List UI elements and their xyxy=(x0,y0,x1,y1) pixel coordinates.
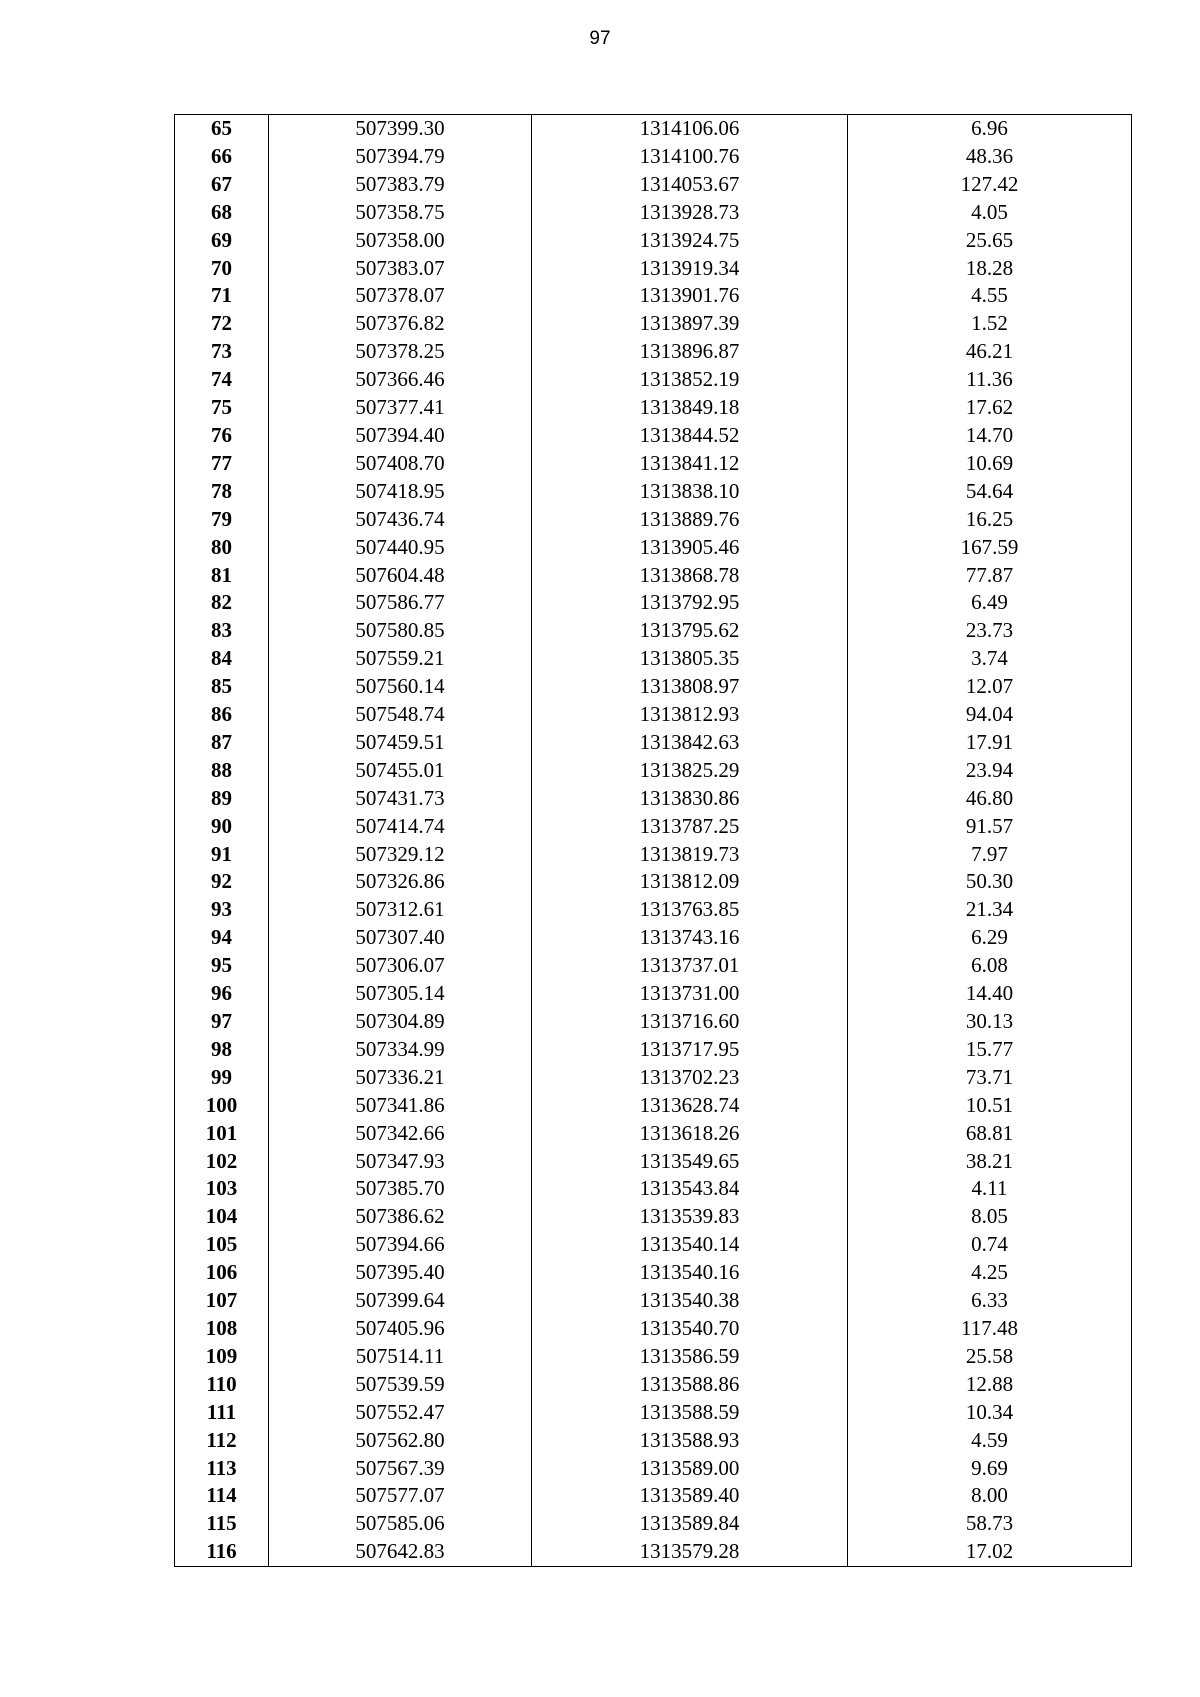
y-coordinate-cell: 1313540.16 xyxy=(532,1259,848,1287)
point-number-cell: 96 xyxy=(175,980,269,1008)
point-number-cell: 71 xyxy=(175,282,269,310)
point-number-cell: 81 xyxy=(175,562,269,590)
distance-cell: 4.55 xyxy=(848,282,1132,310)
point-number-cell: 108 xyxy=(175,1315,269,1343)
point-number-cell: 84 xyxy=(175,645,269,673)
table-row xyxy=(175,1371,1132,1399)
point-number-cell: 75 xyxy=(175,394,269,422)
x-coordinate-cell: 507312.61 xyxy=(269,896,532,924)
table-row xyxy=(175,1120,1132,1148)
point-number-cell: 70 xyxy=(175,255,269,283)
x-coordinate-cell: 507408.70 xyxy=(269,450,532,478)
distance-cell: 12.07 xyxy=(848,673,1132,701)
point-number-cell: 91 xyxy=(175,841,269,869)
table-row xyxy=(175,1510,1132,1538)
coordinates-table xyxy=(174,114,1132,1567)
table-row xyxy=(175,896,1132,924)
x-coordinate-cell: 507405.96 xyxy=(269,1315,532,1343)
x-coordinate-cell: 507394.40 xyxy=(269,422,532,450)
coordinates-table-body xyxy=(175,115,1132,1567)
table-row xyxy=(175,506,1132,534)
x-coordinate-cell: 507366.46 xyxy=(269,366,532,394)
y-coordinate-cell: 1313763.85 xyxy=(532,896,848,924)
table-row xyxy=(175,422,1132,450)
distance-cell: 3.74 xyxy=(848,645,1132,673)
x-coordinate-cell: 507560.14 xyxy=(269,673,532,701)
x-coordinate-cell: 507577.07 xyxy=(269,1482,532,1510)
distance-cell: 94.04 xyxy=(848,701,1132,729)
point-number-cell: 103 xyxy=(175,1175,269,1203)
x-coordinate-cell: 507559.21 xyxy=(269,645,532,673)
table-row xyxy=(175,1148,1132,1176)
table-row xyxy=(175,310,1132,338)
table-row xyxy=(175,282,1132,310)
table-row xyxy=(175,171,1132,199)
point-number-cell: 97 xyxy=(175,1008,269,1036)
distance-cell: 6.49 xyxy=(848,589,1132,617)
distance-cell: 91.57 xyxy=(848,813,1132,841)
distance-cell: 8.00 xyxy=(848,1482,1132,1510)
distance-cell: 0.74 xyxy=(848,1231,1132,1259)
x-coordinate-cell: 507580.85 xyxy=(269,617,532,645)
distance-cell: 15.77 xyxy=(848,1036,1132,1064)
table-row xyxy=(175,589,1132,617)
y-coordinate-cell: 1313901.76 xyxy=(532,282,848,310)
y-coordinate-cell: 1313928.73 xyxy=(532,199,848,227)
y-coordinate-cell: 1313849.18 xyxy=(532,394,848,422)
distance-cell: 11.36 xyxy=(848,366,1132,394)
point-number-cell: 113 xyxy=(175,1455,269,1483)
distance-cell: 68.81 xyxy=(848,1120,1132,1148)
point-number-cell: 107 xyxy=(175,1287,269,1315)
x-coordinate-cell: 507459.51 xyxy=(269,729,532,757)
point-number-cell: 76 xyxy=(175,422,269,450)
point-number-cell: 114 xyxy=(175,1482,269,1510)
table-row xyxy=(175,1231,1132,1259)
distance-cell: 25.58 xyxy=(848,1343,1132,1371)
x-coordinate-cell: 507383.07 xyxy=(269,255,532,283)
y-coordinate-cell: 1313919.34 xyxy=(532,255,848,283)
table-row xyxy=(175,1008,1132,1036)
y-coordinate-cell: 1313549.65 xyxy=(532,1148,848,1176)
distance-cell: 10.69 xyxy=(848,450,1132,478)
x-coordinate-cell: 507378.07 xyxy=(269,282,532,310)
x-coordinate-cell: 507514.11 xyxy=(269,1343,532,1371)
point-number-cell: 87 xyxy=(175,729,269,757)
distance-cell: 16.25 xyxy=(848,506,1132,534)
point-number-cell: 92 xyxy=(175,868,269,896)
distance-cell: 18.28 xyxy=(848,255,1132,283)
point-number-cell: 83 xyxy=(175,617,269,645)
y-coordinate-cell: 1313539.83 xyxy=(532,1203,848,1231)
table-row xyxy=(175,980,1132,1008)
distance-cell: 117.48 xyxy=(848,1315,1132,1343)
table-row xyxy=(175,478,1132,506)
distance-cell: 4.11 xyxy=(848,1175,1132,1203)
point-number-cell: 67 xyxy=(175,171,269,199)
point-number-cell: 116 xyxy=(175,1538,269,1566)
x-coordinate-cell: 507414.74 xyxy=(269,813,532,841)
x-coordinate-cell: 507642.83 xyxy=(269,1538,532,1566)
table-row xyxy=(175,227,1132,255)
table-row xyxy=(175,841,1132,869)
y-coordinate-cell: 1313588.59 xyxy=(532,1399,848,1427)
y-coordinate-cell: 1313737.01 xyxy=(532,952,848,980)
y-coordinate-cell: 1313716.60 xyxy=(532,1008,848,1036)
table-row xyxy=(175,1343,1132,1371)
table-row xyxy=(175,450,1132,478)
table-row xyxy=(175,1315,1132,1343)
point-number-cell: 82 xyxy=(175,589,269,617)
table-row xyxy=(175,394,1132,422)
x-coordinate-cell: 507586.77 xyxy=(269,589,532,617)
x-coordinate-cell: 507336.21 xyxy=(269,1064,532,1092)
point-number-cell: 101 xyxy=(175,1120,269,1148)
distance-cell: 4.25 xyxy=(848,1259,1132,1287)
x-coordinate-cell: 507358.00 xyxy=(269,227,532,255)
x-coordinate-cell: 507304.89 xyxy=(269,1008,532,1036)
table-row xyxy=(175,924,1132,952)
point-number-cell: 112 xyxy=(175,1427,269,1455)
distance-cell: 17.62 xyxy=(848,394,1132,422)
table-row xyxy=(175,338,1132,366)
y-coordinate-cell: 1313842.63 xyxy=(532,729,848,757)
distance-cell: 21.34 xyxy=(848,896,1132,924)
table-row xyxy=(175,785,1132,813)
y-coordinate-cell: 1313808.97 xyxy=(532,673,848,701)
point-number-cell: 99 xyxy=(175,1064,269,1092)
table-row xyxy=(175,1064,1132,1092)
y-coordinate-cell: 1313618.26 xyxy=(532,1120,848,1148)
y-coordinate-cell: 1314106.06 xyxy=(532,115,848,143)
x-coordinate-cell: 507329.12 xyxy=(269,841,532,869)
table-row xyxy=(175,143,1132,171)
table-row xyxy=(175,1092,1132,1120)
table-row xyxy=(175,1427,1132,1455)
point-number-cell: 115 xyxy=(175,1510,269,1538)
point-number-cell: 80 xyxy=(175,534,269,562)
x-coordinate-cell: 507562.80 xyxy=(269,1427,532,1455)
y-coordinate-cell: 1313702.23 xyxy=(532,1064,848,1092)
x-coordinate-cell: 507347.93 xyxy=(269,1148,532,1176)
point-number-cell: 95 xyxy=(175,952,269,980)
point-number-cell: 88 xyxy=(175,757,269,785)
table-row xyxy=(175,1455,1132,1483)
distance-cell: 4.05 xyxy=(848,199,1132,227)
distance-cell: 46.21 xyxy=(848,338,1132,366)
y-coordinate-cell: 1313787.25 xyxy=(532,813,848,841)
y-coordinate-cell: 1313841.12 xyxy=(532,450,848,478)
table-row xyxy=(175,1399,1132,1427)
distance-cell: 167.59 xyxy=(848,534,1132,562)
y-coordinate-cell: 1313805.35 xyxy=(532,645,848,673)
point-number-cell: 66 xyxy=(175,143,269,171)
x-coordinate-cell: 507436.74 xyxy=(269,506,532,534)
x-coordinate-cell: 507418.95 xyxy=(269,478,532,506)
table-row xyxy=(175,701,1132,729)
distance-cell: 17.91 xyxy=(848,729,1132,757)
table-row xyxy=(175,952,1132,980)
distance-cell: 6.08 xyxy=(848,952,1132,980)
distance-cell: 127.42 xyxy=(848,171,1132,199)
table-row xyxy=(175,813,1132,841)
distance-cell: 14.40 xyxy=(848,980,1132,1008)
y-coordinate-cell: 1313579.28 xyxy=(532,1538,848,1566)
distance-cell: 30.13 xyxy=(848,1008,1132,1036)
y-coordinate-cell: 1313812.93 xyxy=(532,701,848,729)
x-coordinate-cell: 507378.25 xyxy=(269,338,532,366)
point-number-cell: 69 xyxy=(175,227,269,255)
x-coordinate-cell: 507326.86 xyxy=(269,868,532,896)
point-number-cell: 85 xyxy=(175,673,269,701)
point-number-cell: 94 xyxy=(175,924,269,952)
point-number-cell: 68 xyxy=(175,199,269,227)
y-coordinate-cell: 1313589.00 xyxy=(532,1455,848,1483)
point-number-cell: 72 xyxy=(175,310,269,338)
distance-cell: 48.36 xyxy=(848,143,1132,171)
y-coordinate-cell: 1314100.76 xyxy=(532,143,848,171)
distance-cell: 58.73 xyxy=(848,1510,1132,1538)
y-coordinate-cell: 1313924.75 xyxy=(532,227,848,255)
point-number-cell: 110 xyxy=(175,1371,269,1399)
x-coordinate-cell: 507394.79 xyxy=(269,143,532,171)
distance-cell: 54.64 xyxy=(848,478,1132,506)
x-coordinate-cell: 507440.95 xyxy=(269,534,532,562)
distance-cell: 14.70 xyxy=(848,422,1132,450)
table-row xyxy=(175,1259,1132,1287)
distance-cell: 6.96 xyxy=(848,115,1132,143)
y-coordinate-cell: 1313717.95 xyxy=(532,1036,848,1064)
y-coordinate-cell: 1313586.59 xyxy=(532,1343,848,1371)
x-coordinate-cell: 507383.79 xyxy=(269,171,532,199)
table-row xyxy=(175,1538,1132,1566)
distance-cell: 17.02 xyxy=(848,1538,1132,1566)
point-number-cell: 78 xyxy=(175,478,269,506)
distance-cell: 38.21 xyxy=(848,1148,1132,1176)
point-number-cell: 86 xyxy=(175,701,269,729)
x-coordinate-cell: 507306.07 xyxy=(269,952,532,980)
distance-cell: 23.73 xyxy=(848,617,1132,645)
table-row xyxy=(175,729,1132,757)
x-coordinate-cell: 507377.41 xyxy=(269,394,532,422)
table-row xyxy=(175,1203,1132,1231)
y-coordinate-cell: 1313819.73 xyxy=(532,841,848,869)
x-coordinate-cell: 507305.14 xyxy=(269,980,532,1008)
table-row xyxy=(175,1175,1132,1203)
distance-cell: 25.65 xyxy=(848,227,1132,255)
y-coordinate-cell: 1313540.14 xyxy=(532,1231,848,1259)
x-coordinate-cell: 507455.01 xyxy=(269,757,532,785)
distance-cell: 6.29 xyxy=(848,924,1132,952)
point-number-cell: 105 xyxy=(175,1231,269,1259)
distance-cell: 50.30 xyxy=(848,868,1132,896)
y-coordinate-cell: 1313852.19 xyxy=(532,366,848,394)
table-row xyxy=(175,673,1132,701)
y-coordinate-cell: 1313543.84 xyxy=(532,1175,848,1203)
y-coordinate-cell: 1313588.86 xyxy=(532,1371,848,1399)
distance-cell: 10.34 xyxy=(848,1399,1132,1427)
table-row xyxy=(175,366,1132,394)
x-coordinate-cell: 507567.39 xyxy=(269,1455,532,1483)
point-number-cell: 100 xyxy=(175,1092,269,1120)
y-coordinate-cell: 1313540.70 xyxy=(532,1315,848,1343)
point-number-cell: 89 xyxy=(175,785,269,813)
x-coordinate-cell: 507548.74 xyxy=(269,701,532,729)
y-coordinate-cell: 1313588.93 xyxy=(532,1427,848,1455)
page-number: 97 xyxy=(589,28,611,49)
point-number-cell: 79 xyxy=(175,506,269,534)
point-number-cell: 93 xyxy=(175,896,269,924)
table-row xyxy=(175,255,1132,283)
distance-cell: 12.88 xyxy=(848,1371,1132,1399)
table-row xyxy=(175,1287,1132,1315)
distance-cell: 1.52 xyxy=(848,310,1132,338)
x-coordinate-cell: 507341.86 xyxy=(269,1092,532,1120)
table-row xyxy=(175,199,1132,227)
x-coordinate-cell: 507334.99 xyxy=(269,1036,532,1064)
table-row xyxy=(175,1482,1132,1510)
x-coordinate-cell: 507386.62 xyxy=(269,1203,532,1231)
x-coordinate-cell: 507376.82 xyxy=(269,310,532,338)
x-coordinate-cell: 507395.40 xyxy=(269,1259,532,1287)
distance-cell: 6.33 xyxy=(848,1287,1132,1315)
y-coordinate-cell: 1313844.52 xyxy=(532,422,848,450)
distance-cell: 10.51 xyxy=(848,1092,1132,1120)
point-number-cell: 102 xyxy=(175,1148,269,1176)
point-number-cell: 73 xyxy=(175,338,269,366)
y-coordinate-cell: 1313838.10 xyxy=(532,478,848,506)
distance-cell: 73.71 xyxy=(848,1064,1132,1092)
x-coordinate-cell: 507431.73 xyxy=(269,785,532,813)
distance-cell: 9.69 xyxy=(848,1455,1132,1483)
x-coordinate-cell: 507539.59 xyxy=(269,1371,532,1399)
table-row xyxy=(175,115,1132,143)
distance-cell: 7.97 xyxy=(848,841,1132,869)
table-row xyxy=(175,1036,1132,1064)
y-coordinate-cell: 1313743.16 xyxy=(532,924,848,952)
x-coordinate-cell: 507585.06 xyxy=(269,1510,532,1538)
distance-cell: 23.94 xyxy=(848,757,1132,785)
point-number-cell: 104 xyxy=(175,1203,269,1231)
point-number-cell: 65 xyxy=(175,115,269,143)
distance-cell: 4.59 xyxy=(848,1427,1132,1455)
x-coordinate-cell: 507307.40 xyxy=(269,924,532,952)
point-number-cell: 111 xyxy=(175,1399,269,1427)
x-coordinate-cell: 507385.70 xyxy=(269,1175,532,1203)
x-coordinate-cell: 507399.30 xyxy=(269,115,532,143)
table-row xyxy=(175,617,1132,645)
y-coordinate-cell: 1313905.46 xyxy=(532,534,848,562)
table-row xyxy=(175,534,1132,562)
table-row xyxy=(175,868,1132,896)
y-coordinate-cell: 1313868.78 xyxy=(532,562,848,590)
x-coordinate-cell: 507552.47 xyxy=(269,1399,532,1427)
x-coordinate-cell: 507358.75 xyxy=(269,199,532,227)
x-coordinate-cell: 507604.48 xyxy=(269,562,532,590)
y-coordinate-cell: 1313628.74 xyxy=(532,1092,848,1120)
table-row xyxy=(175,562,1132,590)
y-coordinate-cell: 1313589.40 xyxy=(532,1482,848,1510)
y-coordinate-cell: 1313889.76 xyxy=(532,506,848,534)
y-coordinate-cell: 1313897.39 xyxy=(532,310,848,338)
y-coordinate-cell: 1313825.29 xyxy=(532,757,848,785)
distance-cell: 46.80 xyxy=(848,785,1132,813)
y-coordinate-cell: 1313830.86 xyxy=(532,785,848,813)
x-coordinate-cell: 507394.66 xyxy=(269,1231,532,1259)
point-number-cell: 109 xyxy=(175,1343,269,1371)
y-coordinate-cell: 1313792.95 xyxy=(532,589,848,617)
distance-cell: 77.87 xyxy=(848,562,1132,590)
point-number-cell: 90 xyxy=(175,813,269,841)
y-coordinate-cell: 1313795.62 xyxy=(532,617,848,645)
y-coordinate-cell: 1313731.00 xyxy=(532,980,848,1008)
point-number-cell: 106 xyxy=(175,1259,269,1287)
point-number-cell: 74 xyxy=(175,366,269,394)
y-coordinate-cell: 1313540.38 xyxy=(532,1287,848,1315)
y-coordinate-cell: 1314053.67 xyxy=(532,171,848,199)
point-number-cell: 77 xyxy=(175,450,269,478)
y-coordinate-cell: 1313589.84 xyxy=(532,1510,848,1538)
table-row xyxy=(175,757,1132,785)
table-row xyxy=(175,645,1132,673)
distance-cell: 8.05 xyxy=(848,1203,1132,1231)
y-coordinate-cell: 1313812.09 xyxy=(532,868,848,896)
y-coordinate-cell: 1313896.87 xyxy=(532,338,848,366)
point-number-cell: 98 xyxy=(175,1036,269,1064)
x-coordinate-cell: 507399.64 xyxy=(269,1287,532,1315)
x-coordinate-cell: 507342.66 xyxy=(269,1120,532,1148)
